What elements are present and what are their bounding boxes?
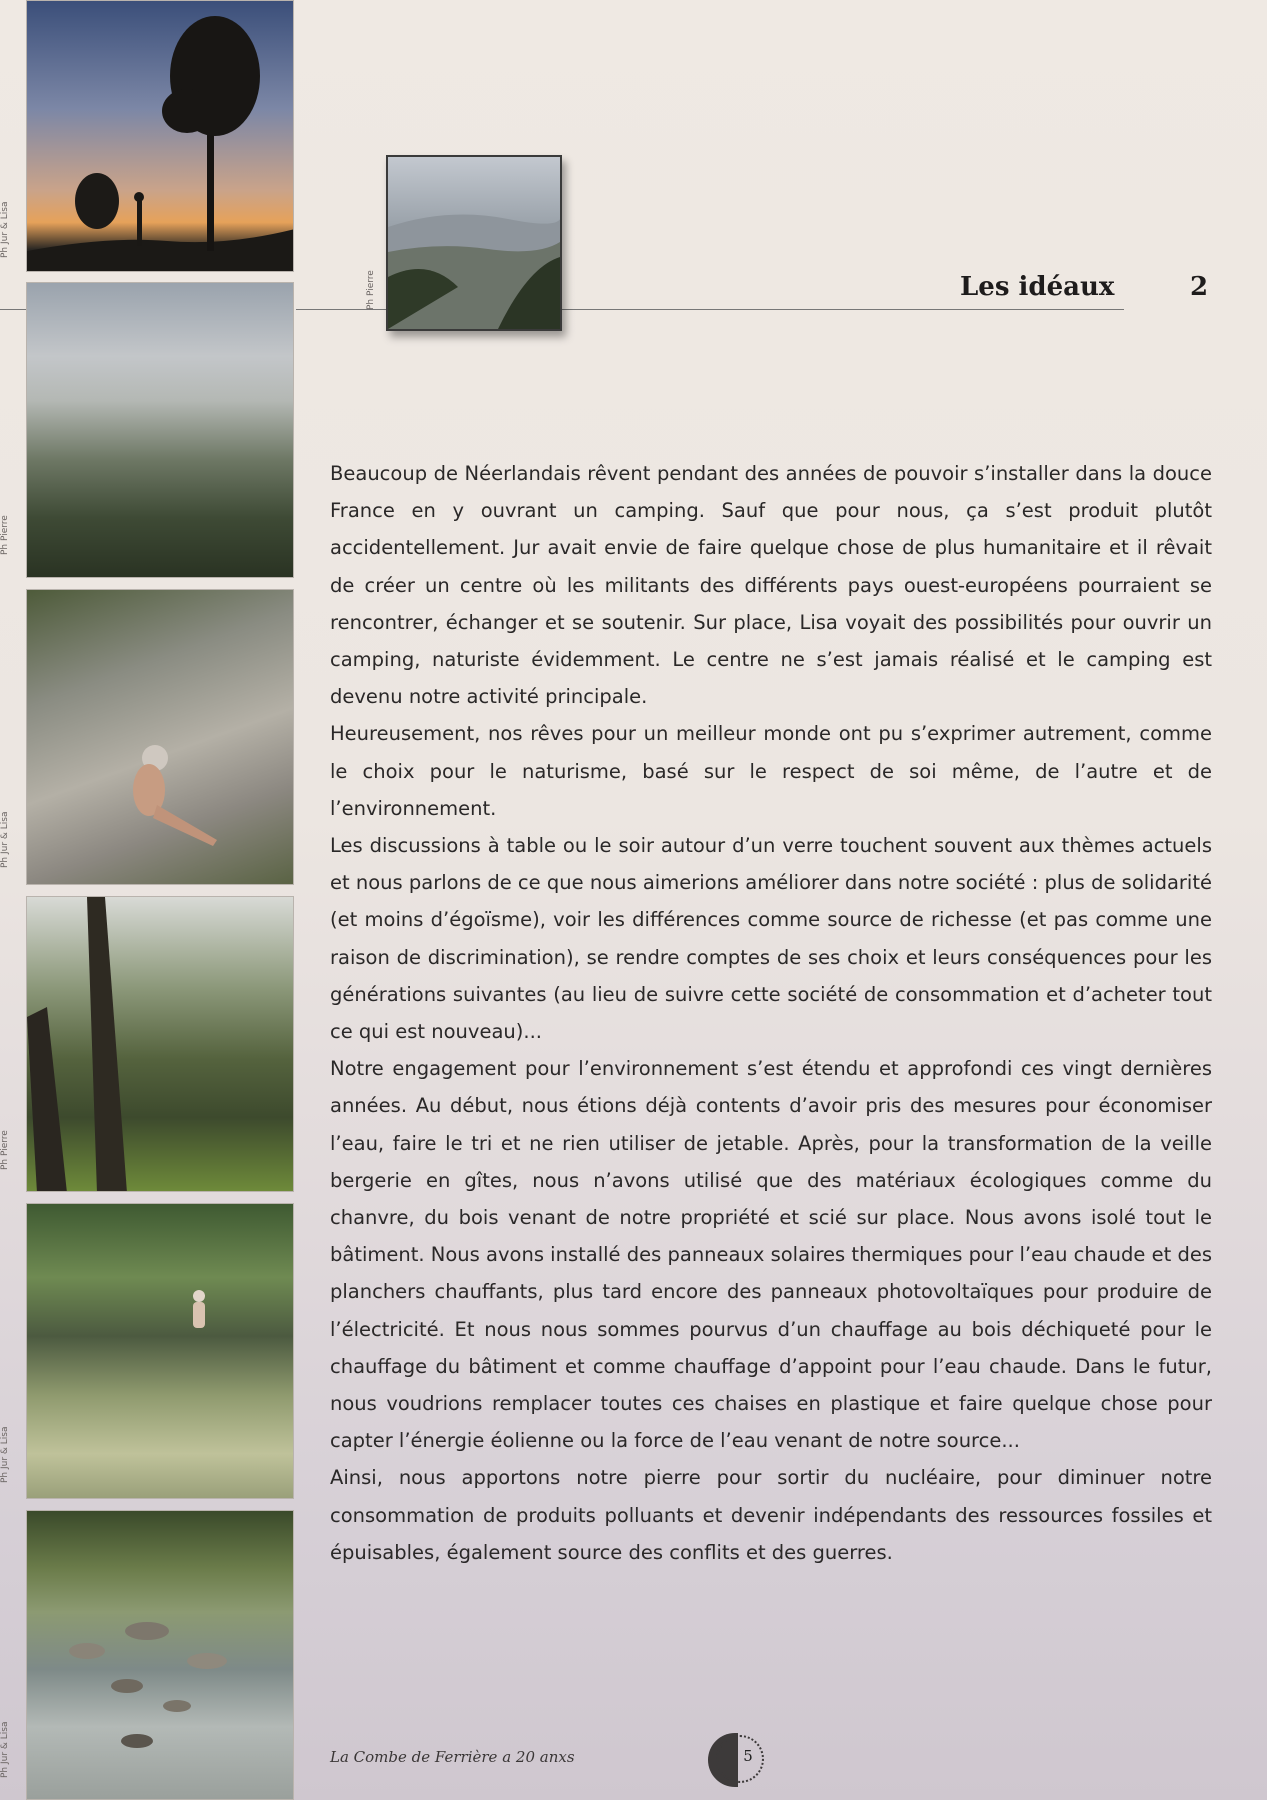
- photo-credit: Ph Pierre: [0, 515, 10, 555]
- paragraph: Ainsi, nous apportons notre pierre pour sortir du nucléaire, pour diminuer notre consommation de produits polluants et devenir indépendants des ressources fossiles et épuisables, également source des conflits et des guerres.: [330, 1466, 1212, 1564]
- paragraph: Heureusement, nos rêves pour un meilleur monde ont pu s’exprimer autrement, comme le choix pour le naturisme, basé sur le respect de soi même, de l’autre et de l’environnement.: [330, 722, 1212, 820]
- photo-mossy-forest: [26, 896, 294, 1192]
- small-photo-credit: Ph Pierre: [366, 270, 376, 310]
- article-body: [330, 455, 1212, 1571]
- photo-mountain-vista: [386, 155, 562, 331]
- tree-trunk-icon: [27, 897, 294, 1192]
- photo-river-wader: [26, 1203, 294, 1499]
- section-title: Les idéaux: [960, 272, 1115, 302]
- tree-silhouette-icon: [27, 1, 294, 272]
- photo-rock-stream: [26, 589, 294, 885]
- footer-title: La Combe de Ferrière a 20 anxs: [330, 1748, 575, 1766]
- photo-credit: Ph Jur & Lisa: [0, 1426, 10, 1484]
- photo-credit: Ph Pierre: [0, 1130, 10, 1170]
- photo-rocky-river: [26, 1510, 294, 1800]
- wader-figure-icon: [27, 1204, 294, 1499]
- photo-misty-valley: [26, 282, 294, 578]
- photo-sunset-tree: [26, 0, 294, 272]
- photo-credit: Ph Jur & Lisa: [0, 201, 10, 259]
- page-number-badge: [708, 1733, 772, 1789]
- page-number: 5: [743, 1747, 753, 1765]
- mountain-landscape-icon: [388, 157, 560, 329]
- section-number: 2: [1190, 272, 1209, 302]
- paragraph: Notre engagement pour l’environnement s’est étendu et approfondi ces vingt dernières années. Au début, nous étions déjà contents d’avoir pris des mesures pour économiser l’eau, faire le tri et ne rien utiliser de jetable. Après, pour la transformation de la veille bergerie en gîtes, nous n’avons utilisé que des matériaux écologiques comme du chanvre, du bois venant de notre propriété et scié sur place. Nous avons isolé tout le bâtiment. Nous avons installé des panneaux solaires thermiques pour l’eau chaude et des planchers chauffants, plus tard encore des panneaux photovoltaïques pour produire de l’électricité. Et nous nous sommes pourvus d’un chauffage au bois déchiqueté pour le chauffage du bâtiment et comme chauffage d’appoint pour l’eau chaude. Dans le futur, nous voudrions remplacer toutes ces chaises en plastique et faire quelque chose pour capter l’énergie éolienne ou la force de l’eau venant de notre source...: [330, 1057, 1212, 1453]
- river-stones-icon: [27, 1511, 294, 1800]
- bather-figure-icon: [27, 590, 294, 885]
- paragraph: Beaucoup de Néerlandais rêvent pendant des années de pouvoir s’installer dans la douce France en y ouvrant un camping. Sauf que pour nous, ça s’est produit plutôt accidentellement. Jur avait envie de faire quelque chose de plus humanitaire et il rêvait de créer un centre où les militants des différents pays ouest-européens pourraient se rencontrer, échanger et se soutenir. Sur place, Lisa voyait des possibilités pour ouvrir un camping, naturiste évidemment. Le centre ne s’est jamais réalisé et le camping est devenu notre activité principale.: [330, 462, 1212, 709]
- header-rule-left: [0, 309, 26, 310]
- photo-credit: Ph Jur & Lisa: [0, 811, 10, 869]
- photo-credit: Ph Jur & Lisa: [0, 1721, 10, 1779]
- paragraph: Les discussions à table ou le soir autour d’un verre touchent souvent aux thèmes actuels et nous parlons de ce que nous aimerions améliorer dans notre société : plus de solidarité (et moins d’égoïsme), voir les différences comme source de richesse (et pas comme une raison de discrimination), se rendre comptes de ses choix et leurs conséquences pour les générations suivantes (au lieu de suivre cette société de consommation et d’acheter tout ce qui est nouveau)...: [330, 834, 1212, 1044]
